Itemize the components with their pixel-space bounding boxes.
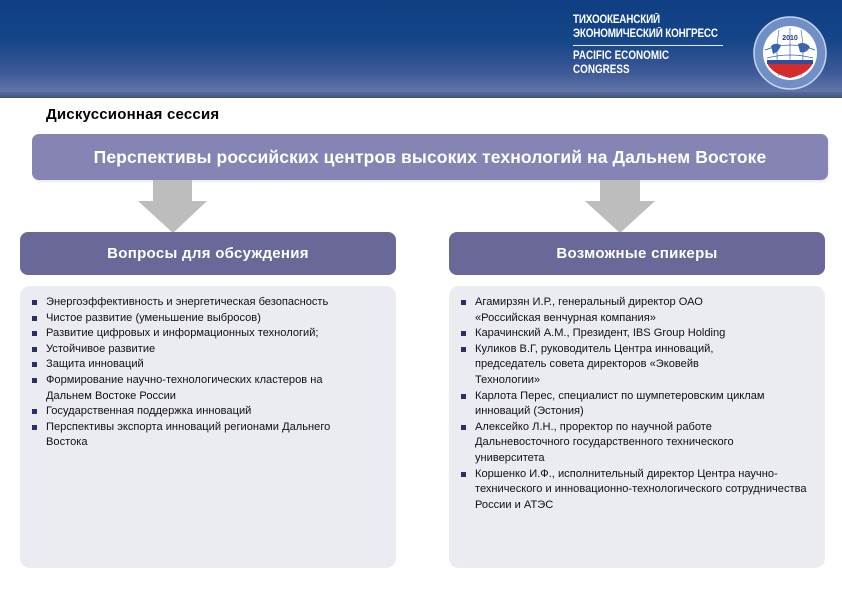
globe-emblem-icon (753, 16, 827, 90)
possible-speakers-title: Возможные спикеры (556, 245, 718, 262)
square-bullet-icon (32, 300, 37, 305)
logo-year: 2010 (782, 35, 798, 42)
session-type-label: Дискуссионная сессия (46, 106, 220, 123)
discussion-questions-header (20, 232, 396, 275)
list-item: Защита инноваций (32, 357, 384, 373)
square-bullet-icon (32, 362, 37, 367)
list-item: Устойчивое развитие (32, 342, 384, 358)
congress-brand (573, 13, 741, 77)
square-bullet-icon (32, 316, 37, 321)
list-item: Карачинский А.М., Президент, IBS Group Holding (461, 326, 813, 342)
square-bullet-icon (32, 378, 37, 383)
list-item: Карлота Перес, специалист по шумпетеровским циклам инноваций (Эстония) (461, 389, 813, 420)
square-bullet-icon (461, 472, 466, 477)
list-item: Алексейко Л.Н., проректор по научной работе Дальневосточного государственного технического университета (461, 420, 813, 467)
brand-separator (573, 45, 723, 46)
discussion-questions-list (32, 295, 384, 451)
square-bullet-icon (461, 331, 466, 336)
square-bullet-icon (32, 409, 37, 414)
discussion-questions-panel (20, 286, 396, 568)
session-title: Перспективы российских центров высоких технологий на Дальнем Востоке (93, 146, 767, 167)
list-item: Куликов В.Г, руководитель Центра инноваций, председатель совета директоров «Эковейв Технологии» (461, 342, 813, 389)
square-bullet-icon (32, 331, 37, 336)
list-item: Развитие цифровых и информационных технологий; (32, 326, 384, 342)
list-item: Государственная поддержка инноваций (32, 404, 384, 420)
list-item: Агамирзян И.Р., генеральный директор ОАО «Российская венчурная компания» (461, 295, 813, 326)
list-item: Коршенко И.Ф., исполнительный директор Центра научно-технического и инновационно-технологического сотрудничества России и АТЭС (461, 467, 813, 514)
possible-speakers-list (461, 295, 813, 513)
square-bullet-icon (32, 347, 37, 352)
square-bullet-icon (461, 347, 466, 352)
down-arrow-icon (585, 180, 655, 234)
list-item: Энергоэффективность и энергетическая безопасность (32, 295, 384, 311)
possible-speakers-header (449, 232, 825, 275)
brand-ru-line1: ТИХООКЕАНСКИЙ (573, 14, 660, 26)
discussion-questions-title: Вопросы для обсуждения (107, 245, 309, 262)
brand-en-line2: CONGRESS (573, 64, 630, 76)
square-bullet-icon (461, 394, 466, 399)
session-title-bar (32, 134, 828, 180)
list-item: Перспективы экспорта инноваций регионами Дальнего Востока (32, 420, 384, 451)
square-bullet-icon (461, 300, 466, 305)
header-divider-strip (0, 92, 842, 98)
brand-ru-line2: ЭКОНОМИЧЕСКИЙ КОНГРЕСС (573, 28, 718, 40)
possible-speakers-panel (449, 286, 825, 568)
list-item: Формирование научно-технологических кластеров на Дальнем Востоке России (32, 373, 384, 404)
down-arrow-icon (138, 180, 208, 234)
square-bullet-icon (461, 425, 466, 430)
brand-en-line1: PACIFIC ECONOMIC (573, 50, 669, 62)
list-item: Чистое развитие (уменьшение выбросов) (32, 311, 384, 327)
square-bullet-icon (32, 425, 37, 430)
